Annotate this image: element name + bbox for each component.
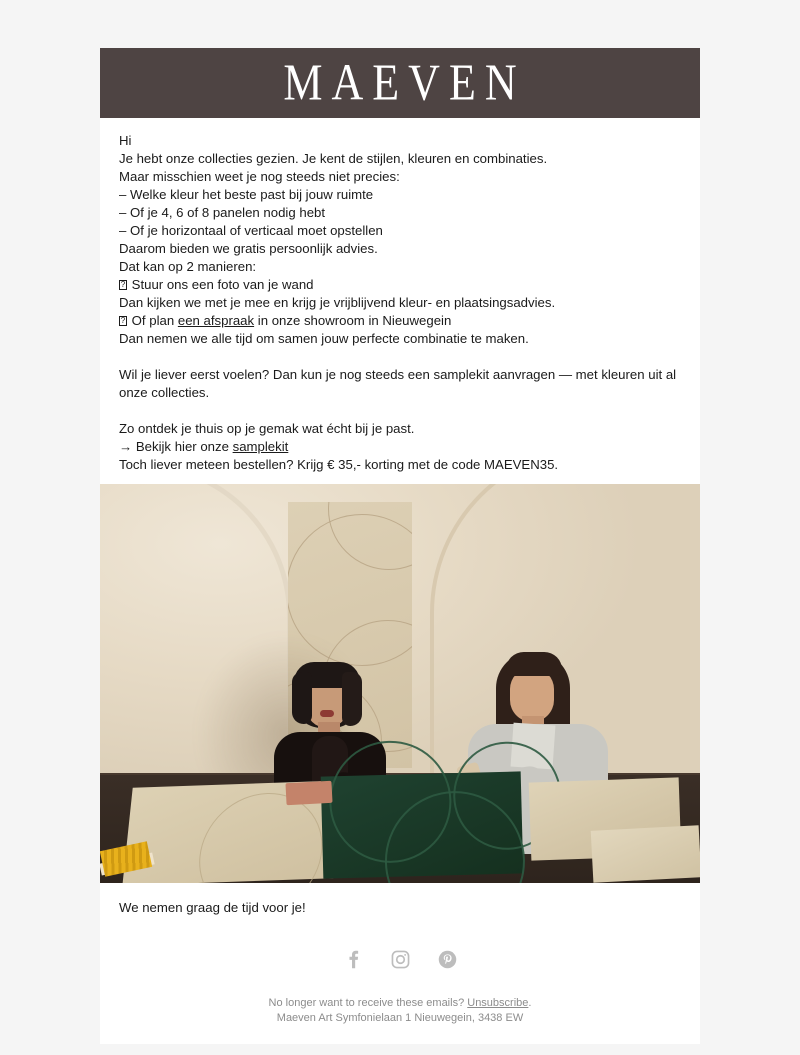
greeting-line: Hi: [119, 133, 132, 148]
instagram-icon[interactable]: [390, 949, 411, 970]
option-1-text: Stuur ons een foto van je wand: [128, 277, 314, 292]
email-header: [100, 48, 700, 118]
closing-line: We nemen graag de tijd voor je!: [119, 900, 306, 915]
photo-swatch-terracotta: [285, 781, 332, 805]
email-footer: [100, 970, 700, 1044]
bullet-orientation: – Of je horizontaal of verticaal moet opstellen: [119, 223, 383, 238]
discover-line: Zo ontdek je thuis op je gemak wat écht bij je past.: [119, 421, 415, 436]
advice-line: Daarom bieden we gratis persoonlijk advies.: [119, 241, 378, 256]
bullet-panels: – Of je 4, 6 of 8 panelen nodig hebt: [119, 205, 326, 220]
samplekit-link[interactable]: samplekit: [232, 439, 289, 454]
ways-line: Dat kan op 2 manieren:: [119, 259, 257, 274]
cta-line: [119, 438, 681, 456]
unsubscribe-link[interactable]: Unsubscribe: [467, 997, 529, 1009]
missing-glyph-icon: [119, 316, 127, 326]
photo-panel-green: [321, 771, 524, 878]
discount-line: Toch liever meteen bestellen? Krijg € 35,- korting met de code MAEVEN35.: [119, 457, 559, 472]
option-1-line: [119, 276, 681, 294]
hero-photo: [100, 484, 700, 883]
option-1-detail: Dan kijken we met je mee en krijg je vrijblijvend kleur- en plaatsingsadvies.: [119, 295, 556, 310]
copy-spacer: [119, 402, 681, 420]
facebook-icon[interactable]: [343, 949, 364, 970]
email-body: [100, 118, 700, 484]
brand-logo: MAEVEN: [283, 53, 526, 112]
unsubscribe-line: [120, 996, 680, 1011]
unsubscribe-prefix: No longer want to receive these emails?: [268, 997, 468, 1009]
appointment-link[interactable]: een afspraak: [177, 313, 255, 328]
samplekit-paragraph: Wil je liever eerst voelen? Dan kun je nog steeds een samplekit aanvragen — met kleuren uit al onze collecties.: [119, 367, 680, 400]
intro-line-1: Je hebt onze collecties gezien. Je kent de stijlen, kleuren en combinaties.: [119, 151, 548, 166]
missing-glyph-icon: [119, 280, 127, 290]
company-address: Maeven Art Symfonielaan 1 Nieuwegein, 3438 EW: [276, 1012, 524, 1024]
option-2-suffix: in onze showroom in Nieuwegein: [254, 313, 452, 328]
option-2-prefix: Of plan: [128, 313, 178, 328]
unsubscribe-suffix: .: [528, 997, 532, 1009]
cta-prefix: → Bekijk hier onze: [119, 439, 233, 454]
photo-panel-beige-right-2: [591, 825, 700, 883]
closing-section: [100, 883, 700, 917]
email-card: [100, 48, 700, 1044]
social-row: [100, 917, 700, 970]
bullet-color: – Welke kleur het beste past bij jouw ruimte: [119, 187, 374, 202]
pinterest-icon[interactable]: [437, 949, 458, 970]
option-2-line: [119, 312, 681, 330]
intro-line-2: Maar misschien weet je nog steeds niet precies:: [119, 169, 400, 184]
option-2-detail: Dan nemen we alle tijd om samen jouw perfecte combinatie te maken.: [119, 331, 529, 346]
copy-spacer: [119, 348, 681, 366]
